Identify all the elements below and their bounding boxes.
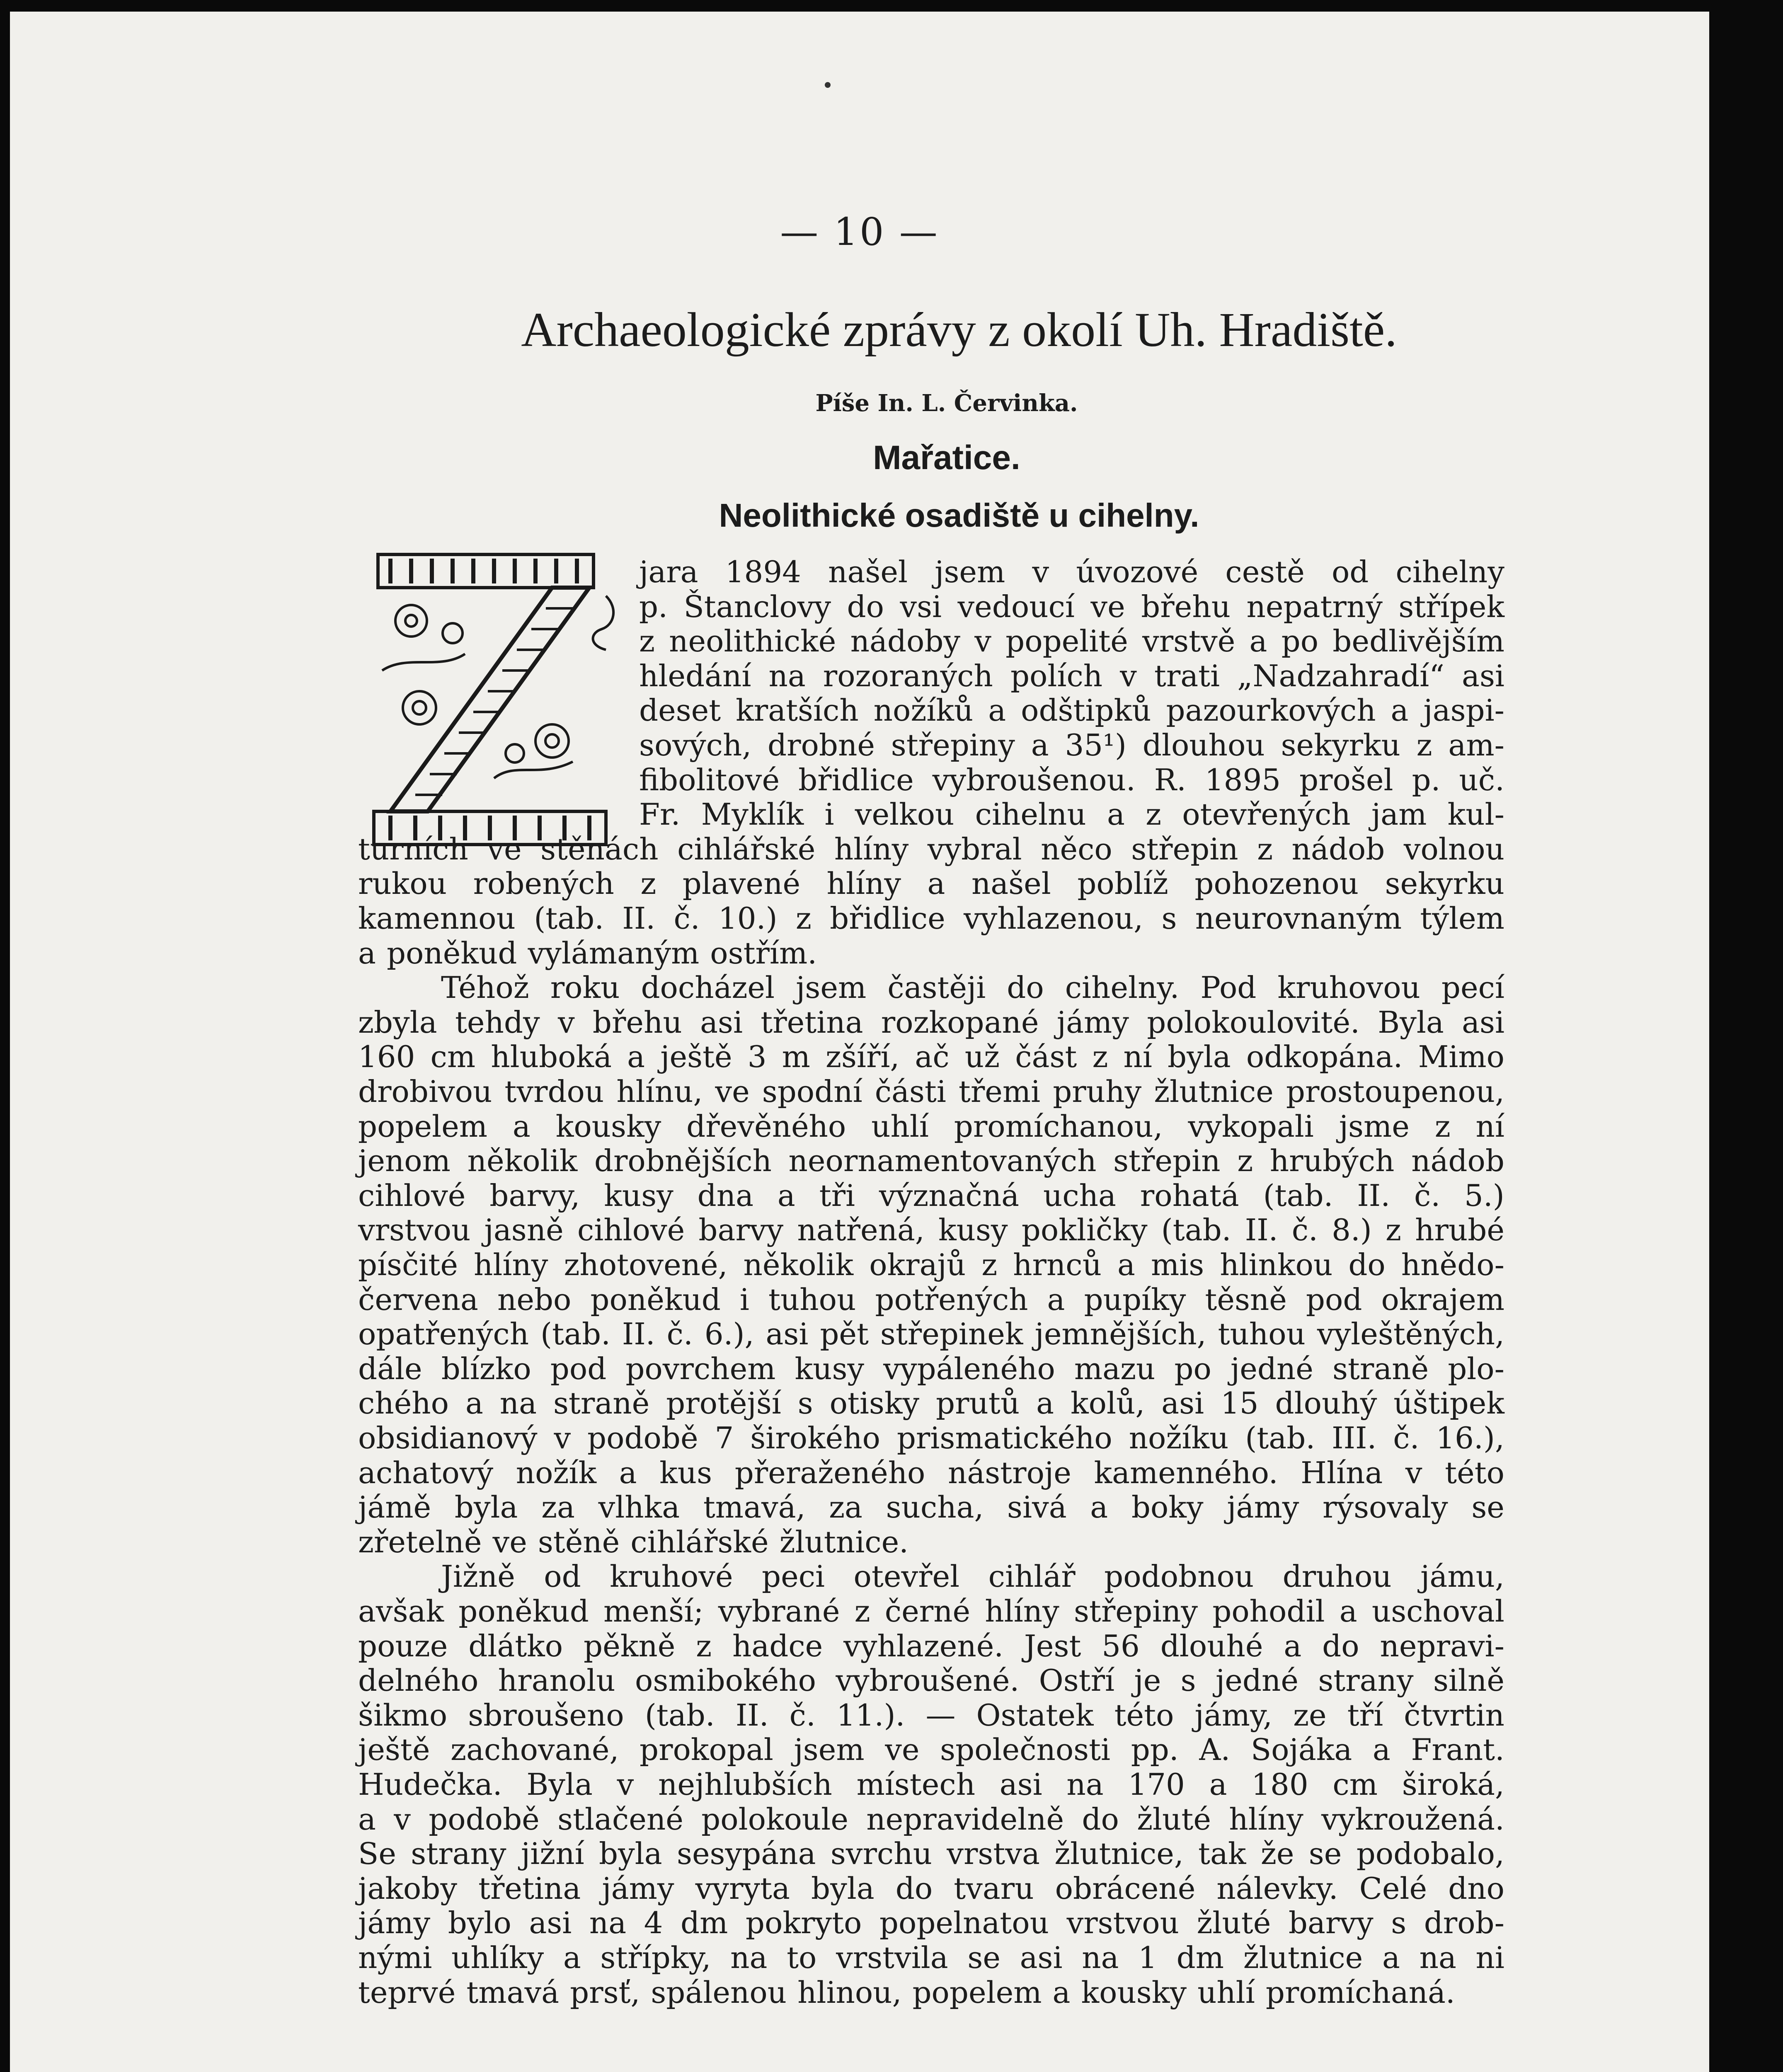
text-line: teprvé tmavá prsť, spálenou hlinou, popelem a kousky uhlí promíchaná. <box>358 1975 1455 2010</box>
text-line: Se strany jižní byla sesypána svrchu vrstva žlutnice, tak že se podobalo, <box>358 1836 1504 1871</box>
text-line: turních ve stěnách cihlářské hlíny vybral něco střepin z nádob volnou <box>358 831 1504 867</box>
text-line: rukou robených z plavené hlíny a našel poblíž pohozenou sekyrku <box>358 866 1504 901</box>
text-line: jámy bylo asi na 4 dm pokryto popelnatou vrstvou žluté barvy s drob- <box>358 1905 1504 1941</box>
text-line: nými uhlíky a střípky, na to vrstvila se asi na 1 dm žlutnice a na ni <box>358 1940 1504 1975</box>
text-line: červena nebo poněkud i tuhou potřených a pupíky těsně pod okrajem <box>358 1282 1504 1317</box>
article-title: Archaeologické zprávy z okolí Uh. Hradiště. <box>521 303 1397 357</box>
text-line: Hudečka. Byla v nejhlubších místech asi na 170 a 180 cm široká, <box>358 1767 1504 1802</box>
text-line: šikmo sbroušeno (tab. II. č. 11.). — Ostatek této jámy, ze tří čtvrtin <box>358 1697 1504 1733</box>
text-line: pouze dlátko pěkně z hadce vyhlazené. Jest 56 dlouhé a do nepravi- <box>358 1628 1504 1663</box>
text-line: a v podobě stlačené polokoule nepravidelně do žluté hlíny vykroužená. <box>358 1801 1504 1837</box>
text-line: avšak poněkud menší; vybrané z černé hlíny střepiny pohodil a uschoval <box>358 1594 1504 1629</box>
page-number: — 10 — <box>780 210 939 254</box>
text-line: Téhož roku docházel jsem častěji do cihelny. Pod kruhovou pecí <box>441 970 1504 1005</box>
text-line: zřetelně ve stěně cihlářské žlutnice. <box>358 1524 909 1559</box>
text-line: kamennou (tab. II. č. 10.) z břidlice vyhlazenou, s neurovnaným týlem <box>358 901 1504 936</box>
text-line: z neolithické nádoby v popelité vrstvě a po bedlivějším <box>639 624 1504 659</box>
text-line: ještě zachované, prokopal jsem ve společnosti pp. A. Sojáka a Frant. <box>358 1732 1504 1767</box>
text-line: obsidianový v podobě 7 širokého prismatického nožíku (tab. III. č. 16.), <box>358 1421 1504 1455</box>
text-line: písčité hlíny zhotovené, několik okrajů z hrnců a mis hlinkou do hnědo- <box>358 1247 1504 1282</box>
text-line: jámě byla za vlhka tmavá, za sucha, sivá a boky jámy rýsovaly se <box>358 1490 1504 1525</box>
text-line: Jižně od kruhové peci otevřel cihlář podobnou druhou jámu, <box>441 1559 1504 1594</box>
text-line: jenom několik drobnějších neornamentovaných střepin z hrubých nádob <box>358 1143 1504 1179</box>
text-line: vrstvou jasně cihlové barvy natřená, kusy pokličky (tab. II. č. 8.) z hrubé <box>358 1213 1504 1248</box>
text-line: sových, drobné střepiny a 35¹) dlouhou sekyrku z am- <box>639 728 1504 762</box>
text-line: achatový nožík a kus přeraženého nástroje kamenného. Hlína v této <box>358 1455 1504 1490</box>
text-line: popelem a kousky dřevěného uhlí promíchanou, vykopali jsme z ní <box>358 1109 1504 1144</box>
text-line: Fr. Myklík i velkou cihelnu a z otevřených jam kul- <box>639 797 1504 832</box>
text-line: jara 1894 našel jsem v úvozové cestě od cihelny <box>639 554 1504 589</box>
text-line: zbyla tehdy v břehu asi třetina rozkopané jámy polokoulovité. Byla asi <box>358 1005 1504 1040</box>
text-line: deset kratších nožíků a odštipků pazourkových a jaspi- <box>639 693 1504 728</box>
text-line: opatřených (tab. II. č. 6.), asi pět střepinek jemnějších, tuhou vyleštěných, <box>358 1317 1504 1352</box>
text-line: drobivou tvrdou hlínu, ve spodní části třemi pruhy žlutnice prostoupenou, <box>358 1074 1504 1109</box>
text-line: a poněkud vylámaným ostřím. <box>358 935 817 971</box>
document-page <box>10 12 1709 2072</box>
scan-speck <box>825 82 831 88</box>
subsection-heading: Neolithické osadiště u cihelny. <box>719 497 1199 534</box>
text-line: dále blízko pod povrchem kusy vypáleného mazu po jedné straně plo- <box>358 1351 1504 1386</box>
text-line: p. Štanclovy do vsi vedoucí ve břehu nepatrný střípek <box>639 589 1504 624</box>
author-line: Píše In. L. Červinka. <box>815 390 1078 417</box>
text-line: delného hranolu osmibokého vybroušené. Ostří je s jedné strany silně <box>358 1663 1504 1698</box>
text-line: cihlové barvy, kusy dna a tři význačná ucha rohatá (tab. II. č. 5.) <box>358 1178 1504 1213</box>
text-line: 160 cm hluboká a ještě 3 m zšíří, ač už část z ní byla odkopána. Mimo <box>358 1039 1504 1075</box>
text-line: chého a na straně protější s otisky prutů a kolů, asi 15 dlouhý úštipek <box>358 1386 1504 1421</box>
text-line: hledání na rozoraných polích v trati „Nadzahradí“ asi <box>639 658 1504 693</box>
section-heading: Mařatice. <box>873 439 1020 477</box>
decorated-initial-z <box>357 546 631 856</box>
text-line: jakoby třetina jámy vyryta byla do tvaru obrácené nálevky. Celé dno <box>358 1871 1504 1906</box>
text-line: fibolitové břidlice vybroušenou. R. 1895 prošel p. uč. <box>639 762 1504 797</box>
